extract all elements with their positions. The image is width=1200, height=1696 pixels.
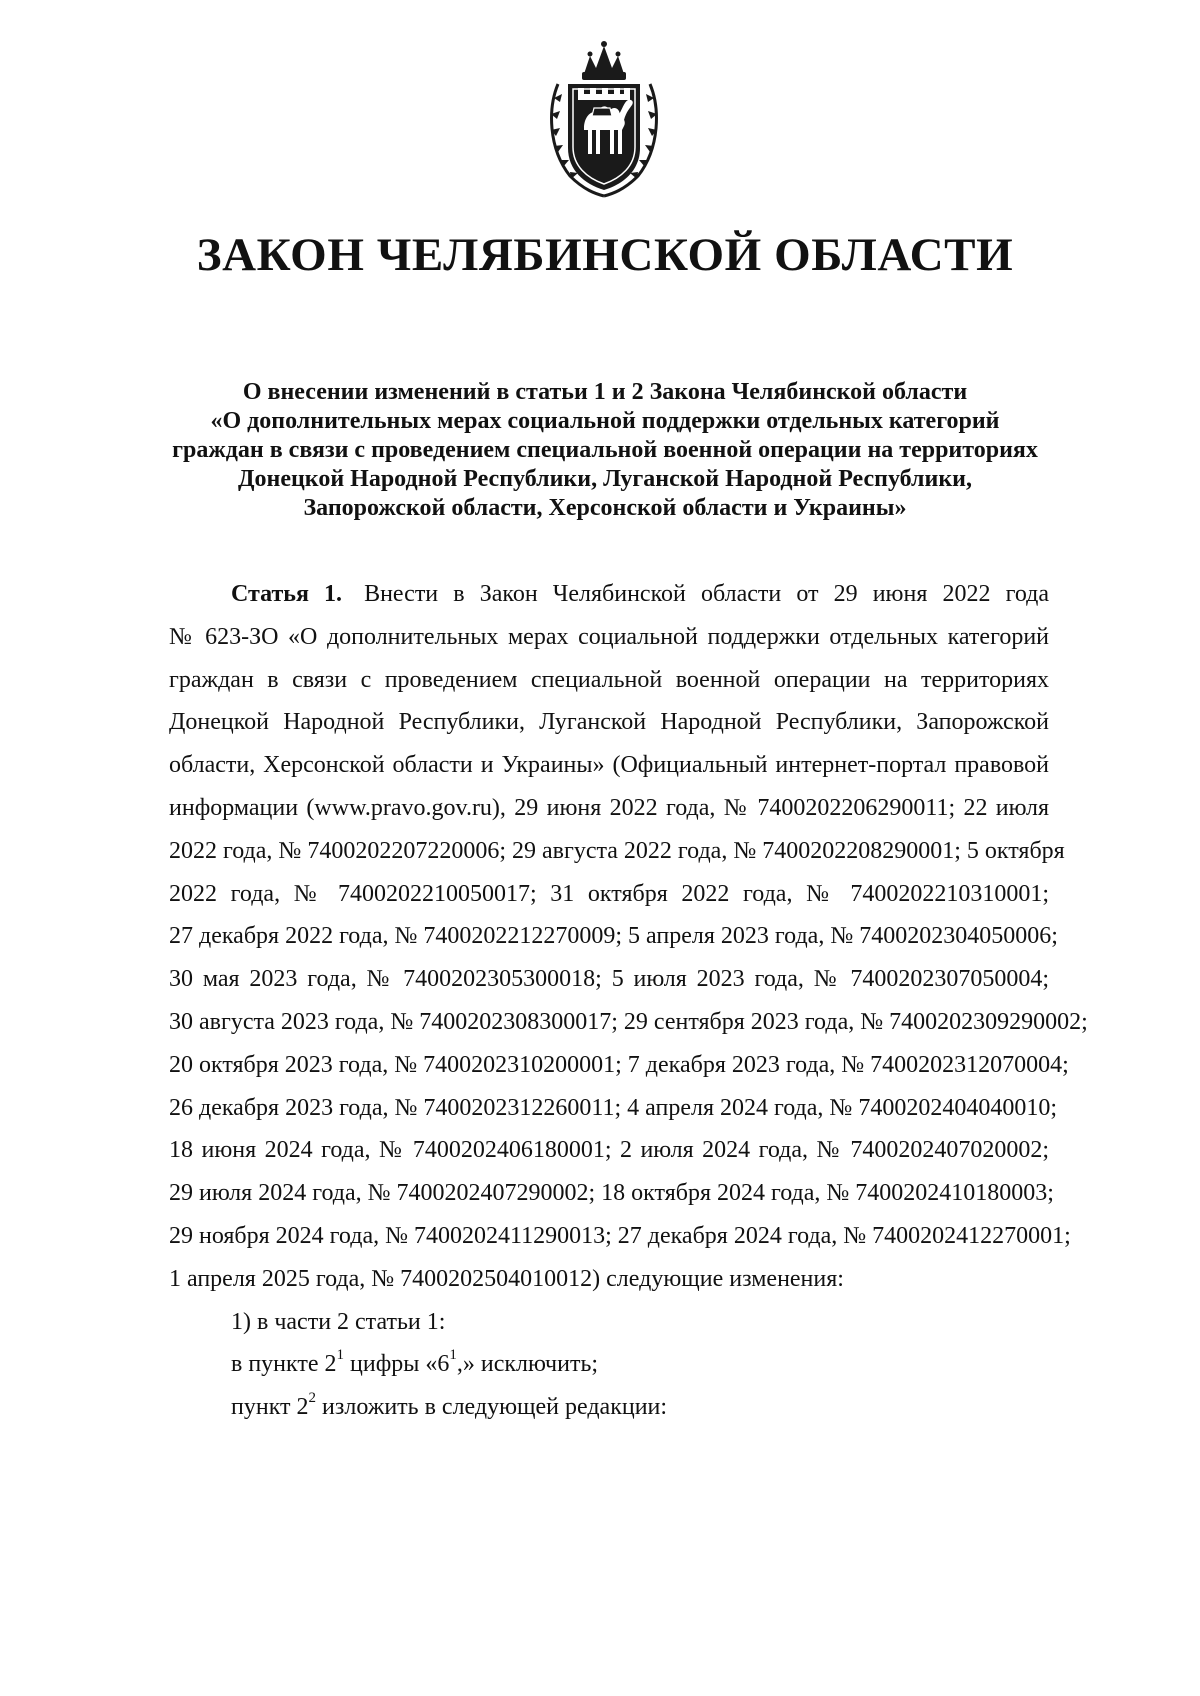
subtitle-line: Донецкой Народной Республики, Луганской Народной Республики, xyxy=(237,466,972,492)
chelyabinsk-coat-of-arms-icon xyxy=(540,38,668,198)
sub-item-text: пункт 2 xyxy=(231,1394,309,1421)
article-line: 30 августа 2023 года, № 7400202308300017; 29 сентября 2023 года, № 7400202309290002; xyxy=(169,1008,1088,1035)
article-last-line: 1 апреля 2025 года, № 7400202504010012) следующие изменения: xyxy=(169,1265,844,1292)
subtitle-line: Запорожской области, Херсонской области и Украины» xyxy=(303,495,907,521)
article-line: № 623-ЗО «О дополнительных мерах социальной поддержки отдельных категорий xyxy=(169,623,1049,650)
sub-item-text: ,» исключить; xyxy=(456,1351,599,1378)
law-subtitle xyxy=(160,378,1050,523)
article-line: 29 ноября 2024 года, № 7400202411290013; 27 декабря 2024 года, № 7400202412270001; xyxy=(169,1222,1071,1249)
article-line: 2022 года, № 7400202207220006; 29 августа 2022 года, № 7400202208290001; 5 октября xyxy=(169,837,1065,864)
subtitle-line: граждан в связи с проведением специальной военной операции на территориях xyxy=(172,437,1038,463)
article-line: Донецкой Народной Республики, Луганской Народной Республики, Запорожской xyxy=(169,709,1049,736)
subtitle-line: О внесении изменений в статьи 1 и 2 Закона Челябинской области xyxy=(242,379,968,405)
article-line: области, Херсонской области и Украины» (Официальный интернет-портал правовой xyxy=(169,752,1049,779)
article-1-body xyxy=(169,573,1088,1429)
superscript: 1 xyxy=(336,1347,345,1364)
amendment-sub-item-2 xyxy=(169,1386,1049,1429)
article-line: 26 декабря 2023 года, № 7400202312260011; 4 апреля 2024 года, № 7400202404040010; xyxy=(169,1094,1057,1121)
article-line: 18 июня 2024 года, № 7400202406180001; 2 июля 2024 года, № 7400202407020002; xyxy=(169,1137,1049,1164)
sub-item-text: изложить в следующей редакции: xyxy=(316,1394,668,1421)
article-line: информации (www.pravo.gov.ru), 29 июня 2022 года, № 7400202206290011; 22 июля xyxy=(169,794,1049,821)
article-label: Статья 1. xyxy=(231,581,343,607)
article-line: граждан в связи с проведением специальной военной операции на территориях xyxy=(169,666,1049,693)
sub-item-text: цифры «6 xyxy=(344,1351,450,1378)
sub-item-text: в пункте 2 xyxy=(231,1351,337,1378)
article-line: 29 июля 2024 года, № 7400202407290002; 18 октября 2024 года, № 7400202410180003; xyxy=(169,1180,1054,1207)
article-line: 27 декабря 2022 года, № 7400202212270009; 5 апреля 2023 года, № 7400202304050006; xyxy=(169,923,1058,950)
article-line: 20 октября 2023 года, № 7400202310200001; 7 декабря 2023 года, № 7400202312070004; xyxy=(169,1051,1069,1078)
article-line: Внести в Закон Челябинской области от 29 июня 2022 года xyxy=(364,581,1049,607)
law-title: ЗАКОН ЧЕЛЯБИНСКОЙ ОБЛАСТИ xyxy=(196,229,1014,281)
subtitle-line: «О дополнительных мерах социальной поддержки отдельных категорий xyxy=(210,408,1000,434)
article-1-first-line xyxy=(169,573,1049,616)
amendment-sub-item-1 xyxy=(169,1343,1049,1386)
article-line: 30 мая 2023 года, № 7400202305300018; 5 июля 2023 года, № 7400202307050004; xyxy=(169,966,1049,993)
superscript: 1 xyxy=(449,1347,457,1364)
superscript: 2 xyxy=(308,1390,317,1407)
article-line: 2022 года, № 7400202210050017; 31 октября 2022 года, № 7400202210310001; xyxy=(169,880,1049,907)
amendment-item-1: 1) в части 2 статьи 1: xyxy=(231,1308,446,1335)
